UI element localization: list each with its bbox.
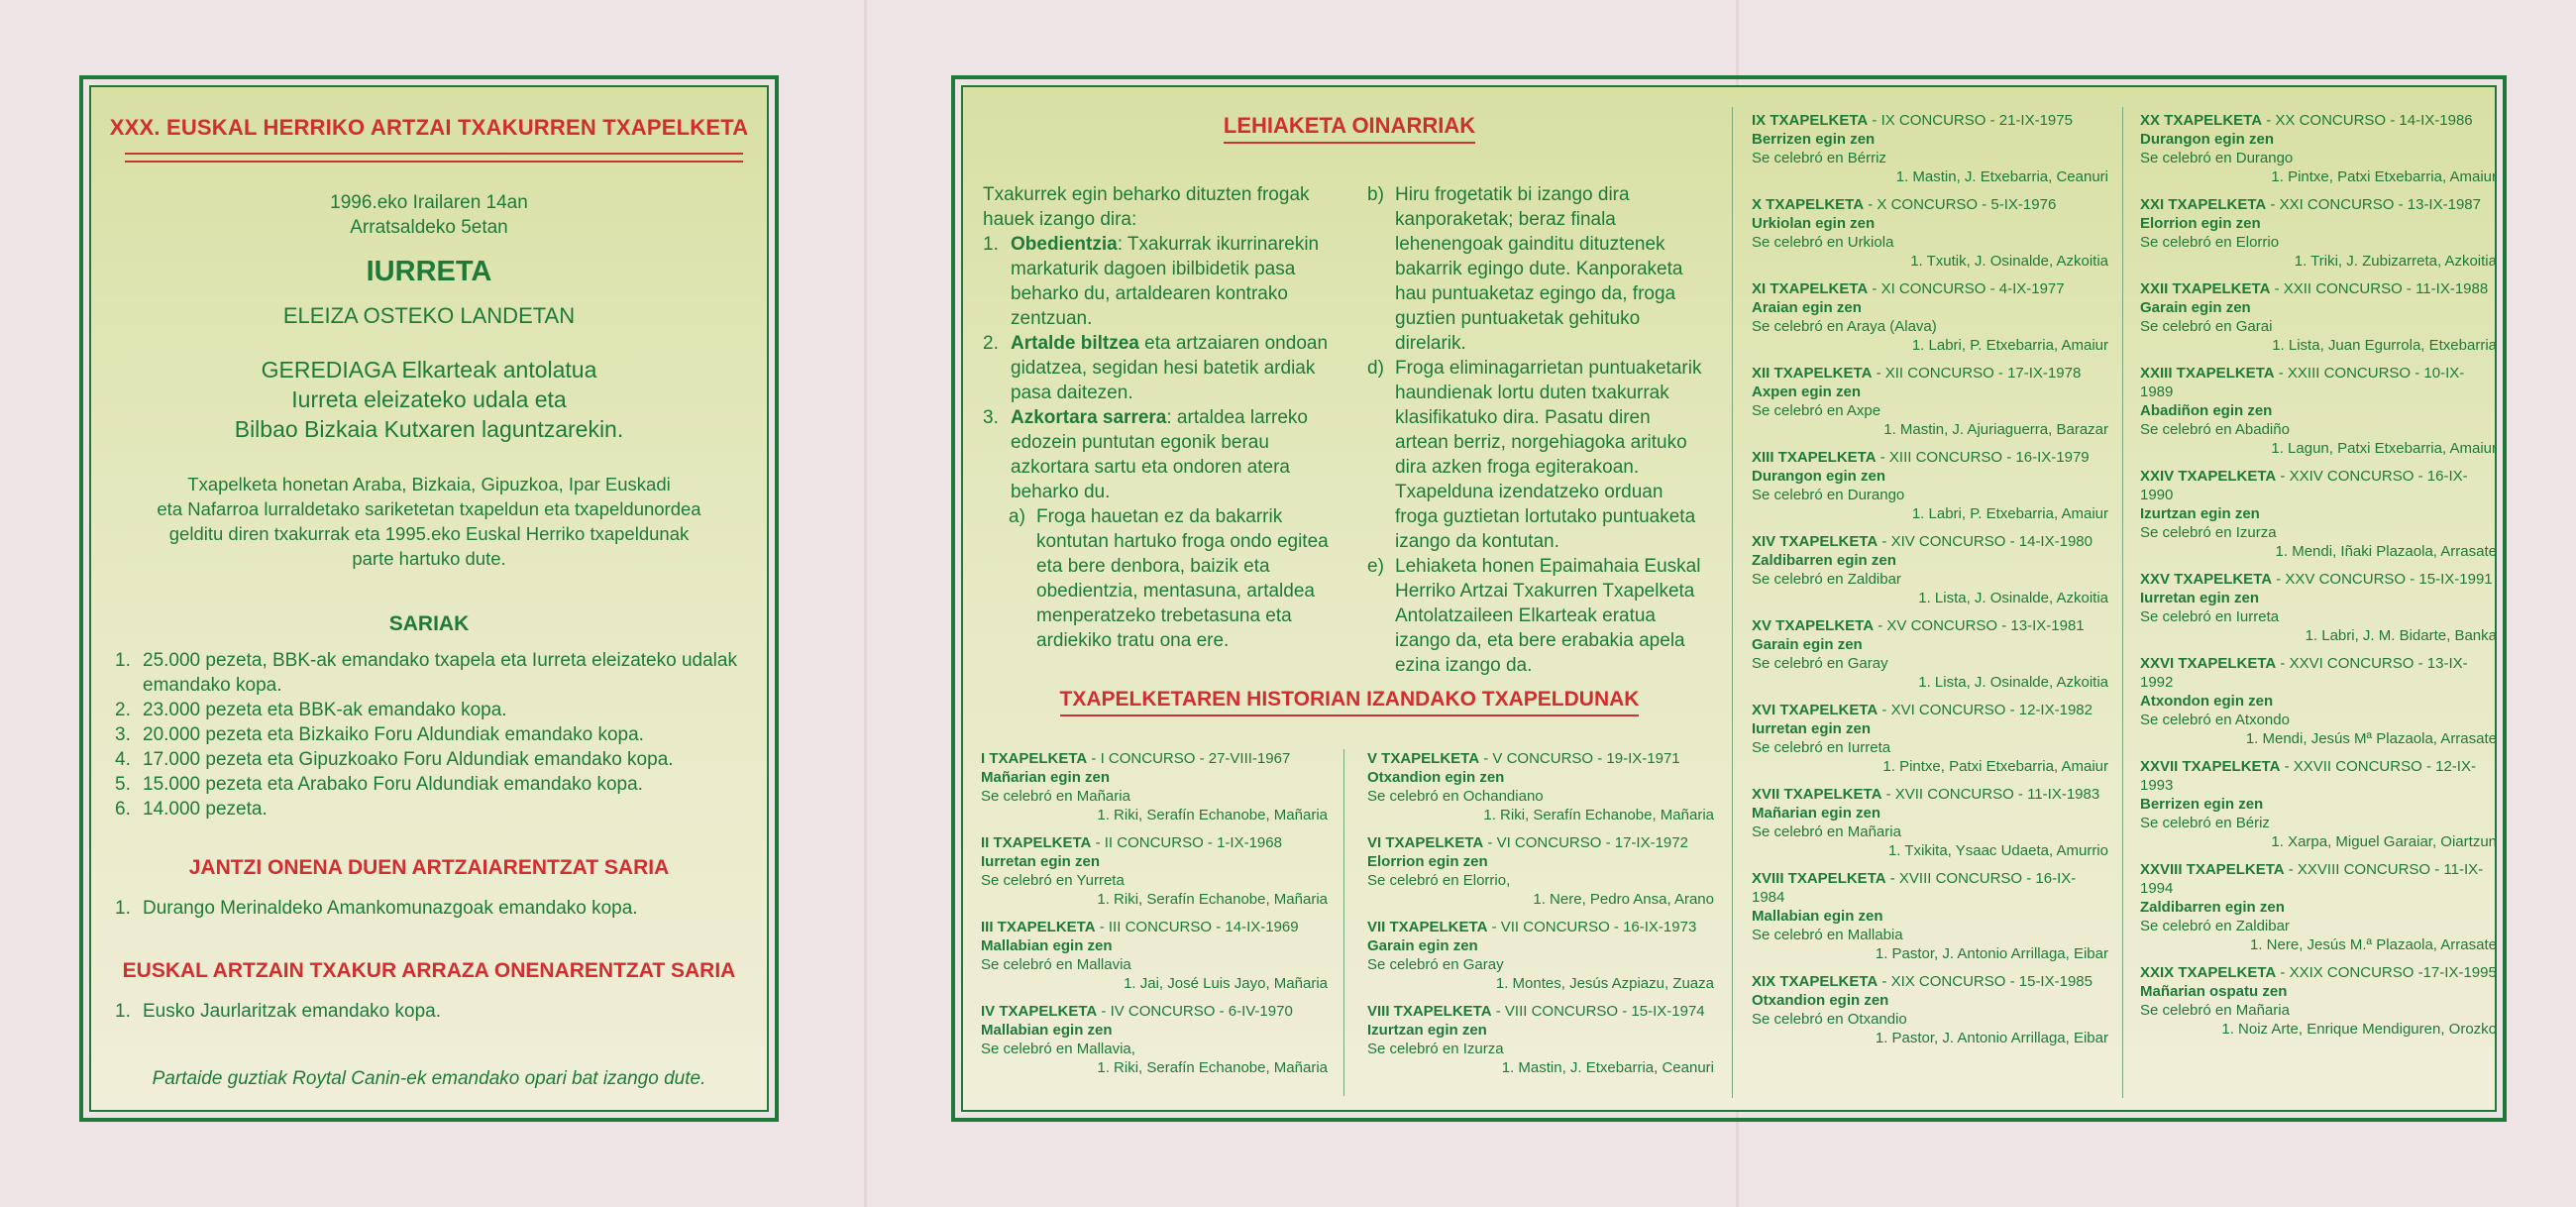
list-item: IX TXAPELKETA - IX CONCURSO - 21-IX-1975 Berrizen egin zen Se celebró en Bérriz 1. Mastin, J. Etxebarria, Ceanuri bbox=[1752, 112, 2108, 185]
time-line: Arratsaldeko 5etan bbox=[350, 217, 508, 238]
list-item: VIII TXAPELKETA - VIII CONCURSO - 15-IX-1974 Izurtzan egin zen Se celebró en Izurza 1. Mastin, J. Etxebarria, Ceanuri bbox=[1367, 1003, 1714, 1076]
list-item: XX TXAPELKETA - XX CONCURSO - 14-IX-1986 Durangon egin zen Se celebró en Durango 1. Pintxe, Patxi Etxebarria, Amaiur bbox=[2140, 112, 2497, 185]
list-item: XVI TXAPELKETA - XVI CONCURSO - 12-IX-1982 Iurretan egin zen Se celebró en Iurreta 1. Pintxe, Patxi Etxebarria, Amaiur bbox=[1752, 702, 2108, 775]
champions-column-1 bbox=[981, 749, 1328, 1086]
list-item: XXIV TXAPELKETA - XXIV CONCURSO - 16-IX-1990 Izurtzan egin zen Se celebró en Izurza 1. Mendi, Iñaki Plazaola, Arrasate bbox=[2140, 468, 2497, 560]
rules-title: LEHIAKETA OINARRIAK bbox=[1224, 113, 1475, 144]
list-item: VII TXAPELKETA - VII CONCURSO - 16-IX-1973 Garain egin zen Se celebró en Garay 1. Montes, Jesús Azpiazu, Zuaza bbox=[1367, 919, 1714, 992]
list-item: XXIX TXAPELKETA - XXIX CONCURSO -17-IX-1995 Mañarian ospatu zen Se celebró en Mañaria 1. Noiz Arte, Enrique Mendiguren, Orozko bbox=[2140, 964, 2497, 1038]
list-item: 2. 23.000 pezeta eta BBK-ak emandako kopa. bbox=[115, 700, 507, 720]
rules-column-2 bbox=[1367, 182, 1704, 678]
rule-subitem: d) Froga eliminagarrietan puntuaketarik haundienak lortu duten txakurrak klasifikatuko dira. Pasatu diren artean berriz, norgehiagoka arituko dira azken froga egiterakoan. Txapelduna izendatzeko orduan froga guztietan lortutako puntuaketa izango da kontutan. bbox=[1367, 358, 1702, 552]
list-item: XIX TXAPELKETA - XIX CONCURSO - 15-IX-1985 Otxandion egin zen Se celebró en Otxandio 1. Pastor, J. Antonio Arrillaga, Eibar bbox=[1752, 973, 2108, 1046]
column-divider bbox=[2122, 107, 2123, 1098]
rule-subitem: a) Froga hauetan ez da bakarrik kontutan hartuko froga ondo egitea eta bere denbora, baizik eta obedientzia, mentasuna, artaldea menperatzeko trebetasuna eta ardiekiko tratu ona ere. bbox=[1009, 506, 1329, 651]
organizer-line: Iurreta eleizateko udala eta bbox=[291, 386, 567, 412]
list-item: 3. 20.000 pezeta eta Bizkaiko Foru Aldundiak emandako kopa. bbox=[115, 724, 644, 745]
list-item: XIV TXAPELKETA - XIV CONCURSO - 14-IX-1980 Zaldibarren egin zen Se celebró en Zaldibar 1. Lista, J. Osinalde, Azkoitia bbox=[1752, 533, 2108, 606]
list-item: XXV TXAPELKETA - XXV CONCURSO - 15-IX-1991 Iurretan egin zen Se celebró en Iurreta 1. Labri, J. M. Bidarte, Banka bbox=[2140, 571, 2497, 644]
column-divider bbox=[1343, 749, 1344, 1096]
list-item: I TXAPELKETA - I CONCURSO - 27-VIII-1967 Mañarian egin zen Se celebró en Mañaria 1. Riki, Serafín Echanobe, Mañaria bbox=[981, 750, 1328, 823]
list-item: V TXAPELKETA - V CONCURSO - 19-IX-1971 Otxandion egin zen Se celebró en Ochandiano 1. Riki, Serafín Echanobe, Mañaria bbox=[1367, 750, 1714, 823]
left-panel bbox=[79, 75, 779, 1122]
column-divider bbox=[1732, 107, 1733, 1098]
champions-column-3 bbox=[1752, 111, 2108, 1056]
right-panel bbox=[951, 75, 2507, 1122]
left-panel-inner bbox=[89, 85, 769, 1112]
rule-subitem: b) Hiru frogetatik bi izango dira kanporaketak; beraz finala lehenengoak gainditu dituztenek bakarrik egingo dute. Kanporaketa hau puntuaketaz egingo da, froga guztien puntuaketak gehituko direlarik. bbox=[1367, 184, 1683, 354]
list-item: XI TXAPELKETA - XI CONCURSO - 4-IX-1977 Araian egin zen Se celebró en Araya (Alava) 1. Labri, P. Etxebarria, Amaiur bbox=[1752, 280, 2108, 354]
list-item: XXVIII TXAPELKETA - XXVIII CONCURSO - 11-IX-1994 Zaldibarren egin zen Se celebró en Zaldibar 1. Nere, Jesús M.ª Plazaola, Arrasate bbox=[2140, 861, 2497, 953]
list-item: X TXAPELKETA - X CONCURSO - 5-IX-1976 Urkiolan egin zen Se celebró en Urkiola 1. Txutik, J. Osinalde, Azkoitia bbox=[1752, 196, 2108, 270]
intro-line: parte hartuko dute. bbox=[352, 548, 506, 569]
list-item: III TXAPELKETA - III CONCURSO - 14-IX-1969 Mallabian egin zen Se celebró en Mallavia 1. Jai, José Luis Jayo, Mañaria bbox=[981, 919, 1328, 992]
organizers bbox=[91, 355, 767, 444]
champions-column-4 bbox=[2140, 111, 2497, 1047]
list-item: XXI TXAPELKETA - XXI CONCURSO - 13-IX-1987 Elorrion egin zen Se celebró en Elorrio 1. Triki, J. Zubizarreta, Azkoitia bbox=[2140, 196, 2497, 270]
list-item: XXII TXAPELKETA - XXII CONCURSO - 11-IX-1988 Garain egin zen Se celebró en Garai 1. Lista, Juan Egurrola, Etxebarria bbox=[2140, 280, 2497, 354]
rule-item: 2. Artalde biltzea eta artzaiaren ondoan gidatzea, segidan hesi batetik ardiak pasa daitezen. bbox=[983, 333, 1329, 403]
list-item: 5. 15.000 pezeta eta Arabako Foru Aldundiak emandako kopa. bbox=[115, 774, 643, 795]
list-item: II TXAPELKETA - II CONCURSO - 1-IX-1968 Iurretan egin zen Se celebró en Yurreta 1. Riki, Serafín Echanobe, Mañaria bbox=[981, 834, 1328, 908]
intro-line: Txapelketa honetan Araba, Bizkaia, Gipuzkoa, Ipar Euskadi bbox=[187, 474, 671, 494]
rule-item: 3. Azkortara sarrera: artaldea larreko edozein puntutan egonik berau azkortara sartu eta ondoren atera beharko du. bbox=[983, 407, 1308, 502]
list-item: XII TXAPELKETA - XII CONCURSO - 17-IX-1978 Axpen egin zen Se celebró en Axpe 1. Mastin, J. Ajuriaguerra, Barazar bbox=[1752, 365, 2108, 438]
list-item: XXVI TXAPELKETA - XXVI CONCURSO - 13-IX-1992 Atxondon egin zen Se celebró en Atxondo 1. Mendi, Jesús Mª Plazaola, Arrasate bbox=[2140, 655, 2497, 747]
town-name: IURRETA bbox=[366, 256, 492, 287]
fold-line-left bbox=[864, 0, 867, 1207]
rules-column-1 bbox=[983, 182, 1340, 653]
rules-intro: Txakurrek egin beharko dituzten frogak hauek izango dira: bbox=[983, 184, 1310, 230]
title-rule bbox=[125, 153, 743, 163]
list-item: IV TXAPELKETA - IV CONCURSO - 6-IV-1970 Mallabian egin zen Se celebró en Mallavia, 1. Riki, Serafín Echanobe, Mañaria bbox=[981, 1003, 1328, 1076]
prizes-list bbox=[115, 648, 737, 822]
champions-column-2 bbox=[1367, 749, 1714, 1086]
list-item: XIII TXAPELKETA - XIII CONCURSO - 16-IX-1979 Durangon egin zen Se celebró en Durango 1. Labri, P. Etxebarria, Amaiur bbox=[1752, 449, 2108, 522]
rule-item: 1. Obedientzia: Txakurrak ikurrinarekin markaturik dagoen ibilbidetik pasa beharko du, artaldearen kontrako zentzuan. bbox=[983, 234, 1320, 329]
list-item: 6. 14.000 pezeta. bbox=[115, 799, 268, 820]
list-item: XXIII TXAPELKETA - XXIII CONCURSO - 10-IX-1989 Abadiñon egin zen Se celebró en Abadiño 1. Lagun, Patxi Etxebarria, Amaiur bbox=[2140, 365, 2497, 457]
organizer-line: GEREDIAGA Elkarteak antolatua bbox=[261, 357, 597, 383]
organizer-line: Bilbao Bizkaia Kutxaren laguntzarekin. bbox=[234, 416, 624, 442]
arraza-title: EUSKAL ARTZAIN TXAKUR ARRAZA ONENARENTZAT SARIA bbox=[122, 959, 736, 982]
history-title: TXAPELKETAREN HISTORIAN IZANDAKO TXAPELDUNAK bbox=[1060, 688, 1640, 716]
prizes-title: SARIAK bbox=[388, 612, 470, 635]
jantzi-title: JANTZI ONENA DUEN ARTZAIARENTZAT SARIA bbox=[188, 856, 670, 879]
history-header bbox=[963, 688, 1736, 716]
arraza-list bbox=[115, 999, 737, 1024]
list-item: XVIII TXAPELKETA - XVIII CONCURSO - 16-IX-1984 Mallabian egin zen Se celebró en Mallabia 1. Pastor, J. Antonio Arrillaga, Eibar bbox=[1752, 870, 2108, 962]
list-item: 1. Eusko Jaurlaritzak emandako kopa. bbox=[115, 1001, 441, 1022]
rule-subitem: e) Lehiaketa honen Epaimahaia Euskal Herriko Artzai Txakurren Txapelketa Antolatzaileen Elkarteak eratua izango da, eta bere erabakia apela ezina izango da. bbox=[1367, 556, 1701, 676]
intro-line: eta Nafarroa lurraldetako sariketetan txapeldun eta txapeldunordea bbox=[157, 498, 701, 519]
right-panel-inner bbox=[961, 85, 2497, 1112]
list-item: 4. 17.000 pezeta eta Gipuzkoako Foru Aldundiak emandako kopa. bbox=[115, 749, 674, 770]
date-line: 1996.eko Irailaren 14an bbox=[330, 192, 528, 213]
list-item: XVII TXAPELKETA - XVII CONCURSO - 11-IX-1983 Mañarian egin zen Se celebró en Mañaria 1. Txikita, Ysaac Udaeta, Amurrio bbox=[1752, 786, 2108, 859]
rules-header bbox=[963, 113, 1736, 144]
list-item: XV TXAPELKETA - XV CONCURSO - 13-IX-1981 Garain egin zen Se celebró en Garay 1. Lista, J. Osinalde, Azkoitia bbox=[1752, 617, 2108, 691]
list-item: VI TXAPELKETA - VI CONCURSO - 17-IX-1972 Elorrion egin zen Se celebró en Elorrio, 1. Nere, Pedro Ansa, Arano bbox=[1367, 834, 1714, 908]
list-item: XXVII TXAPELKETA - XXVII CONCURSO - 12-IX-1993 Berrizen egin zen Se celebró en Bériz 1. Xarpa, Miguel Garaiar, Oiartzun bbox=[2140, 758, 2497, 850]
list-item: 1. 25.000 pezeta, BBK-ak emandako txapela eta Iurreta eleizateko udalak emandako kopa. bbox=[115, 650, 737, 696]
intro-text bbox=[91, 472, 767, 571]
event-date bbox=[91, 190, 767, 240]
jantzi-list bbox=[115, 896, 737, 921]
event-title: XXX. EUSKAL HERRIKO ARTZAI TXAKURREN TXAPELKETA bbox=[109, 115, 749, 140]
list-item: 1. Durango Merinaldeko Amankomunazgoak emandako kopa. bbox=[115, 898, 638, 919]
venue: ELEIZA OSTEKO LANDETAN bbox=[282, 303, 576, 328]
footer-note: Partaide guztiak Roytal Canin-ek emandako opari bat izango dute. bbox=[152, 1068, 706, 1089]
intro-line: gelditu diren txakurrak eta 1995.eko Euskal Herriko txapeldunak bbox=[168, 523, 690, 544]
